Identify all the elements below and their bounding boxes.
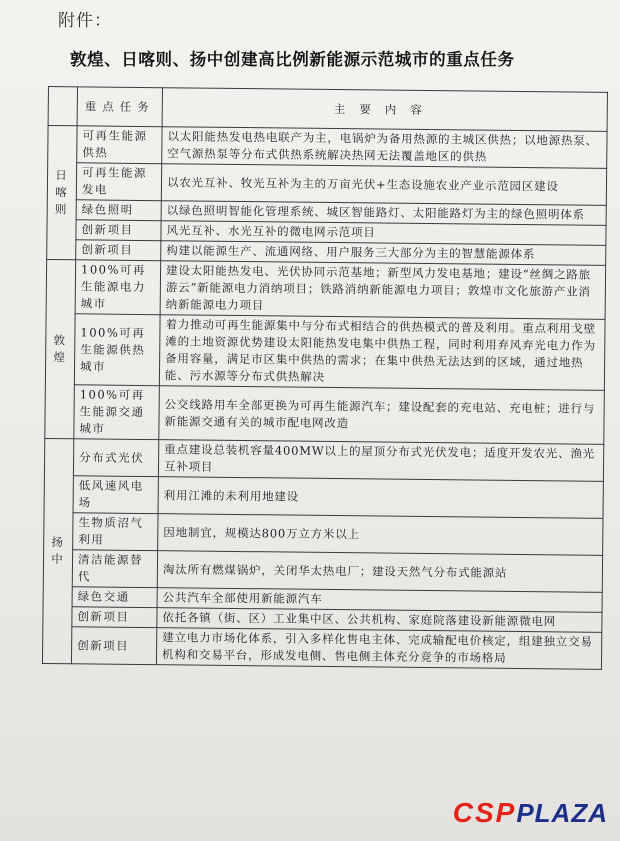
table-row: [44, 475, 603, 518]
task-cell: 100%可再生能源电力城市: [75, 260, 161, 315]
content-cell: 因地制宜，规模达800万立方米以上: [158, 514, 603, 556]
content-cell: 利用江滩的未利用地建设: [158, 477, 603, 519]
content-cell: 风光互补、水光互补的微电网示范项目: [161, 221, 606, 246]
city-name: 日喀则: [54, 168, 69, 217]
attachment-label: 附件：: [58, 11, 112, 31]
task-cell: 清洁能源替代: [72, 550, 157, 588]
task-cell: 创新项目: [72, 607, 157, 628]
city-cell-dunhuang: [45, 259, 76, 438]
content-cell: 淘汰所有燃煤锅炉，关闭华太热电厂；建设天然气分布式能源站: [157, 551, 602, 593]
task-cell: 可再生能源供热: [77, 126, 162, 164]
task-cell: 创新项目: [76, 220, 161, 241]
table-row: [48, 126, 607, 169]
task-cell: 创新项目: [76, 240, 161, 261]
content-cell: 以绿色照明智能化管理系统、城区智能路灯、太阳能路灯为主的绿色照明体系: [161, 201, 606, 226]
task-cell: 分布式光伏: [73, 439, 158, 477]
content-cell: 构建以能源生产、流通网络、用户服务三大部分为主的智慧能源体系: [161, 241, 606, 266]
table-row: [45, 384, 605, 444]
table-row: [47, 163, 606, 206]
task-cell: 低风速风电场: [73, 476, 158, 514]
content-cell: 着力推动可再生能源集中与分布式相结合的供热模式的普及利用。重点利用戈壁滩的土地资源优势建设太阳能热发电集中供热工程，同时利用弃风弃光电力作为备用容量，满足市区集中供热的需求；在集中供热无法达到的区域，通过地热能、污水源等分布式供热解决: [159, 315, 605, 391]
city-name: 敦煌: [53, 333, 68, 365]
content-cell: 依托各镇（街、区）工业集中区、公共机构、家庭院落建设新能源微电网: [157, 608, 602, 633]
task-cell: 绿色照明: [76, 200, 161, 221]
key-tasks-table: [42, 86, 608, 670]
cspplaza-watermark-logo: [453, 797, 608, 829]
header-blank-cell: [48, 87, 77, 126]
content-cell: 以农光互补、牧光互补为主的万亩光伏+生态设施农业产业示范园区建设: [161, 164, 606, 206]
table-row: [45, 313, 605, 390]
table-row: [46, 259, 606, 319]
logo-part-csp: CSP: [452, 797, 517, 828]
logo-part-plaza: PLAZA: [516, 798, 608, 828]
header-content: 主要内容: [162, 88, 607, 132]
header-task: 重点任务: [77, 87, 162, 127]
task-cell: 100%可再生能源供热城市: [74, 314, 160, 386]
task-cell: 创新项目: [71, 627, 156, 665]
table-row: [42, 626, 601, 669]
table-row: [43, 549, 602, 592]
city-name: 扬中: [51, 535, 66, 567]
table-row: [44, 512, 603, 555]
content-cell: 重点建设总装机容量400MW以上的屋顶分布式光伏发电；适度开发农光、渔光互补项目: [158, 440, 603, 482]
task-cell: 生物质沼气利用: [73, 513, 158, 551]
content-cell: 以太阳能热发电热电联产为主，电锅炉为备用热源的主城区供热；以地源热泵、空气源热泵等分布式供热系统解决热网无法覆盖地区的供热: [162, 127, 607, 169]
table-header-row: [48, 87, 607, 132]
document-title: 敦煌、日喀则、扬中创建高比例新能源示范城市的重点任务: [70, 50, 515, 69]
content-cell: 建设太阳能热发电、光伏协同示范基地；新型风力发电基地；建设“丝绸之路旅游云”新能源电力消纳项目；铁路消纳新能源电力项目；敦煌市文化旅游产业消纳新能源电力项目: [160, 261, 606, 320]
table-row: [44, 438, 603, 481]
content-cell: 建立电力市场化体系，引入多样化售电主体、完成输配电价核定，组建独立交易机构和交易平台，形成发电侧、售电侧主体充分竞争的市场格局: [156, 628, 601, 670]
task-cell: 100%可再生能源交通城市: [74, 385, 160, 440]
task-cell: 可再生能源发电: [76, 163, 161, 201]
task-cell: 绿色交通: [72, 587, 157, 608]
city-cell-yangzhong: [42, 438, 73, 663]
city-cell-shigatse: [47, 126, 77, 260]
content-cell: 公交线路用车全部更换为可再生能源汽车；建设配套的充电站、充电桩；进行与新能源交通有关的城市配电网改造: [159, 386, 605, 445]
content-cell: 公共汽车全部使用新能源汽车: [157, 588, 602, 613]
